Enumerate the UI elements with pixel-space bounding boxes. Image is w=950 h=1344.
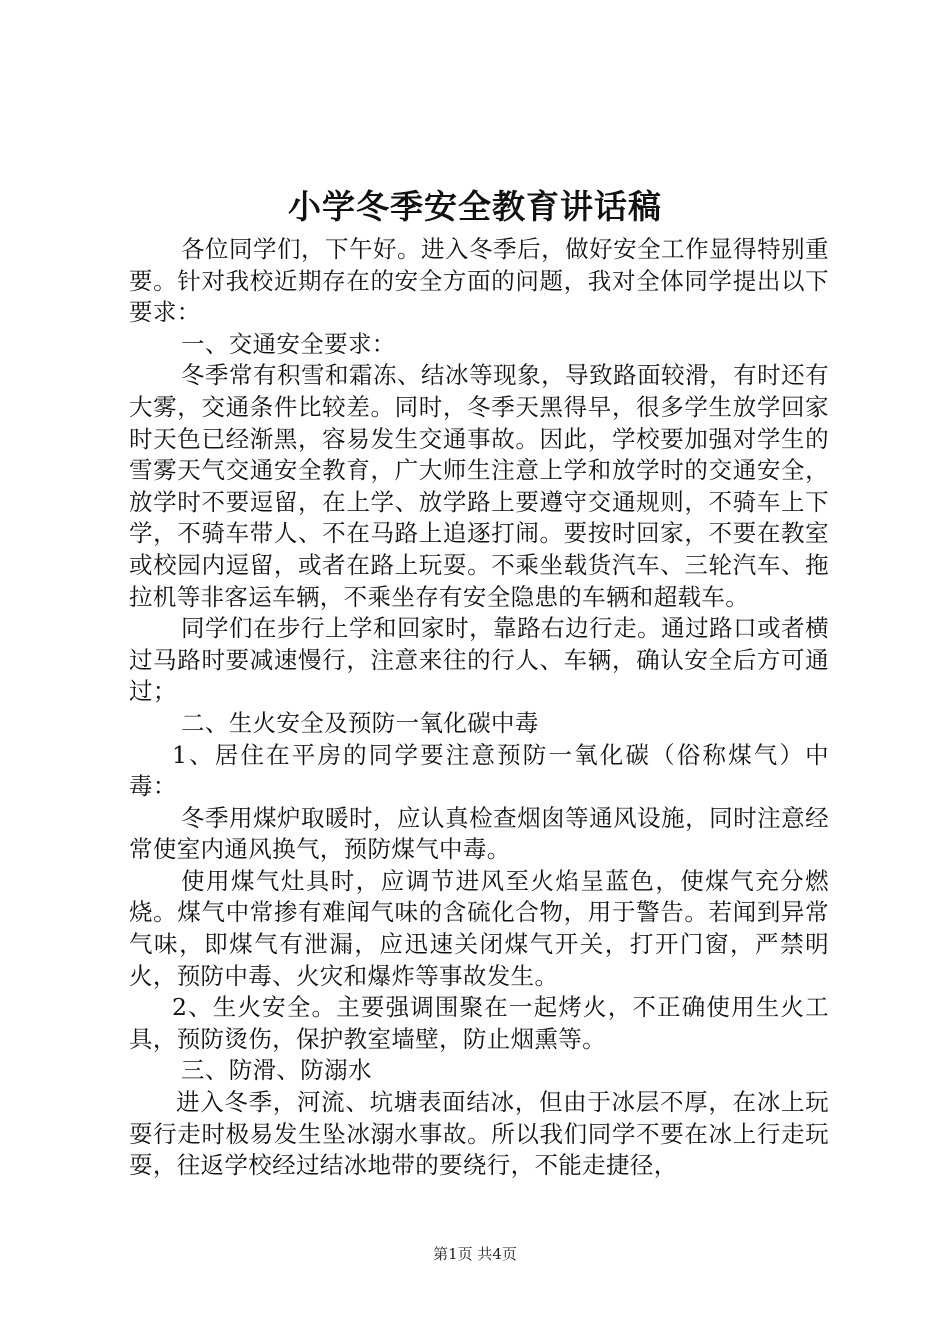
paragraph-gas-stove: 使用煤气灶具时，应调节进风至火焰呈蓝色，使煤气充分燃烧。煤气中常掺有难闻气味的含硫化合物，用于警告。若闻到异常气味，即煤气有泄漏，应迅速关闭煤气开关，打开门窗，严禁明火，预防中毒、火灾和爆炸等事故发生。 — [129, 866, 829, 990]
paragraph-ice: 进入冬季，河流、坑塘表面结冰，但由于冰层不厚，在冰上玩耍行走时极易发生坠冰溺水事故。所以我们同学不要在冰上行走玩耍，往返学校经过结冰地带的要绕行，不能走捷径， — [129, 1088, 829, 1180]
paragraph-fire-safety: 2、生火安全。主要强调围聚在一起烤火，不正确使用生火工具，预防烫伤，保护教室墙壁，防止烟熏等。 — [129, 993, 829, 1053]
document-body — [129, 234, 829, 1182]
paragraph-traffic-walking: 同学们在步行上学和回家时，靠路右边行走。通过路口或者横过马路时要减速慢行，注意来往的行人、车辆，确认安全后方可通过； — [129, 614, 829, 706]
page-footer: 第1页 共4页 — [433, 1245, 517, 1263]
section-heading-fire: 二、生火安全及预防一氧化碳中毒 — [181, 708, 539, 737]
document-title: 小学冬季安全教育讲话稿 — [288, 187, 662, 226]
section-heading-traffic: 一、交通安全要求： — [181, 329, 396, 358]
paragraph-traffic-winter: 冬季常有积雪和霜冻、结冰等现象，导致路面较滑，有时还有大雾，交通条件比较差。同时，冬季天黑得早，很多学生放学回家时天色已经渐黑，容易发生交通事故。因此，学校要加强对学生的雪雾天气交通安全教育，广大师生注意上学和放学时的交通安全，放学时不要逗留，在上学、放学路上要遵守交通规则，不骑车上下学，不骑车带人、不在马路上追逐打闹。要按时回家，不要在教室或校园内逗留，或者在路上玩耍。不乘坐载货汽车、三轮汽车、拖拉机等非客运车辆，不乘坐存有安全隐患的车辆和超载车。 — [129, 361, 829, 611]
paragraph-greeting: 各位同学们，下午好。进入冬季后，做好安全工作显得特别重要。针对我校近期存在的安全方面的问题，我对全体同学提出以下要求： — [129, 235, 829, 327]
paragraph-coal-stove: 冬季用煤炉取暖时，应认真检查烟囱等通风设施，同时注意经常使室内通风换气，预防煤气中毒。 — [129, 803, 829, 864]
section-heading-slip-drown: 三、防滑、防溺水 — [181, 1056, 372, 1085]
paragraph-co-prevention: 1、居住在平房的同学要注意预防一氧化碳（俗称煤气）中毒： — [129, 740, 829, 801]
